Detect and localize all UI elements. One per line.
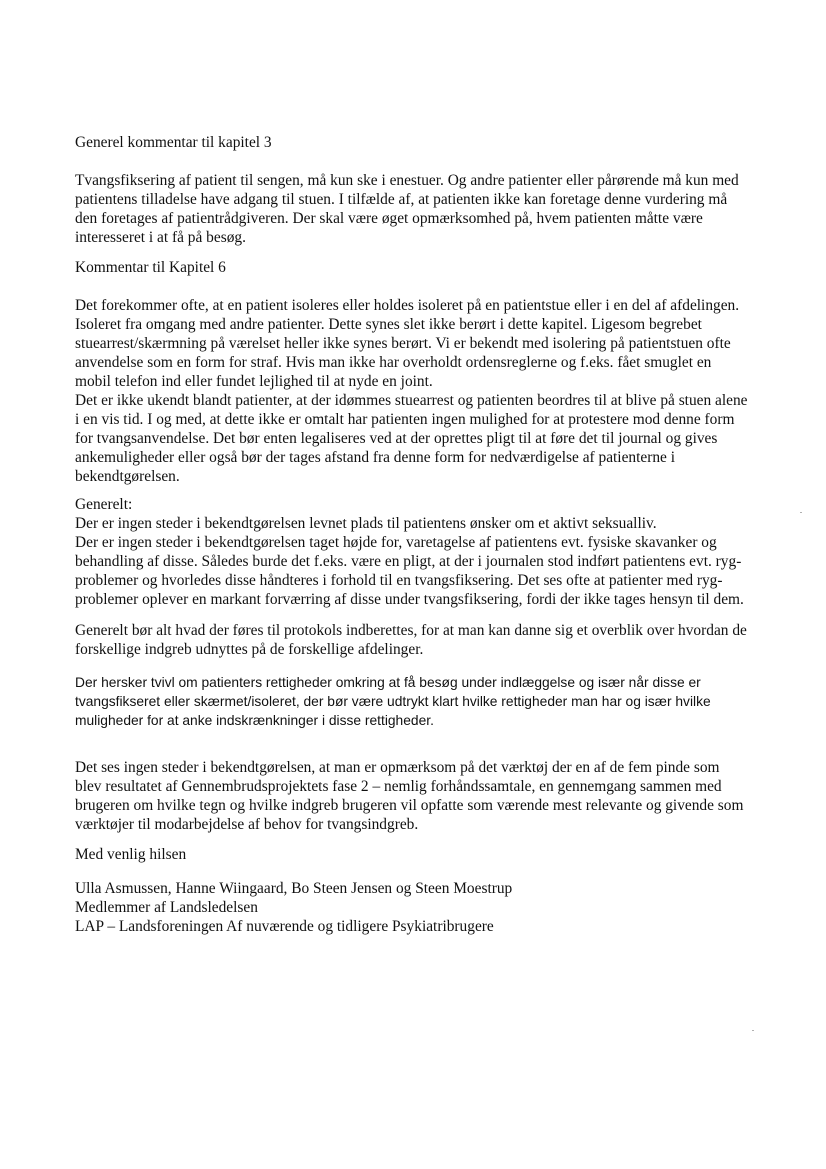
signature-names: Ulla Asmussen, Hanne Wiingaard, Bo Steen Jensen og Steen Moestrup [75,880,513,897]
scan-speck [800,512,802,513]
chapter-6-paragraph: Det forekommer ofte, at en patient isoleres eller holdes isoleret på en patientstue eller i en del af afdelingen. Isoleret fra omgang med andre patienter. Dette synes slet ikke berørt i dette kapitel. Ligesom begrebet stuearrest/skærmning på værelset heller ikke synes berørt. Vi er bekendt med isolering på patientstuen ofte anvendelse som en form for straf. Hvis man ikke har overholdt ordensreglerne og f.eks. fået smuglet en mobil telefon ind eller fundet lejlighed til at nyde en joint. Det er ikke ukendt blandt patienter, at der idømmes stuearrest og patienten beordres til at blive på stuen alene i en vis tid. I og med, at dette ikke er omtalt har patienten ingen mulighed for at protestere mod denne form for tvangsanvendelse. Det bør enten legaliseres ved at der oprettes pligt til at føre det til journal og gives ankemuligheder eller også bør der tages afstand fra denne form for nedværdigelse af patienterne i bekendtgørelsen. [75,297,748,485]
chapter-6-heading: Kommentar til Kapitel 6 [75,259,226,276]
signature-organisation: LAP – Landsforeningen Af nuværende og tidligere Psykiatribrugere [75,918,494,935]
scan-speck [752,1030,754,1031]
chapter-3-heading: Generel kommentar til kapitel 3 [75,134,272,151]
signature-role: Medlemmer af Landsledelsen [75,899,258,916]
rights-paragraph: Der hersker tvivl om patienters rettigheder omkring at få besøg under indlæggelse og især når disse er tvangsfikseret eller skærmet/isoleret, der bør være udtrykt klart hvilke rettigheder man har og især hvilke muligheder for at anke indskrænkninger i disse rettigheder. [75,675,711,728]
protocol-paragraph: Generelt bør alt hvad der føres til protokols indberettes, for at man kan danne sig et overblik over hvordan de forskellige indgreb udnyttes på de forskellige afdelinger. [75,622,747,658]
chapter-3-paragraph: Tvangsfiksering af patient til sengen, må kun ske i enestuer. Og andre patienter eller pårørende må kun med patientens tilladelse have adgang til stuen. I tilfælde af, at patienten ikke kan foretage denne vurdering må den foretages af patientrådgiveren. Der skal være øget opmærksomhed på, hvem patienten måtte være interesseret i at få på besøg. [75,172,739,246]
general-paragraph: Generelt: Der er ingen steder i bekendtgørelsen levnet plads til patientens ønsker om et aktivt seksualliv. Der er ingen steder i bekendtgørelsen taget højde for, varetagelse af patientens evt. fysiske skavanker og behandling af disse. Således burde det f.eks. være en pligt, at der i journalen stod indført patientens evt. ryg- problemer og hvorledes disse håndteres i forhold til en tvangsfiksering. Det ses ofte at patienter med ryg- problemer oplever en markant forværring af disse under tvangsfiksering, fordi der ikke tages hensyn til dem. [75,495,755,609]
closing-greeting: Med venlig hilsen [75,846,187,863]
tool-paragraph: Det ses ingen steder i bekendtgørelsen, at man er opmærksom på det værktøj der en af de fem pinde som blev resultatet af Gennembrudsprojektets fase 2 – nemlig forhåndssamtale, en gennemgang sammen med brugeren om hvilke tegn og hvilke indgreb brugeren vil opfatte som værende mest relevante og givende som værktøjer til modarbejdelse af behov for tvangsindgreb. [75,759,744,833]
general-heading: Generelt: [75,496,133,513]
signature-block [75,879,755,936]
